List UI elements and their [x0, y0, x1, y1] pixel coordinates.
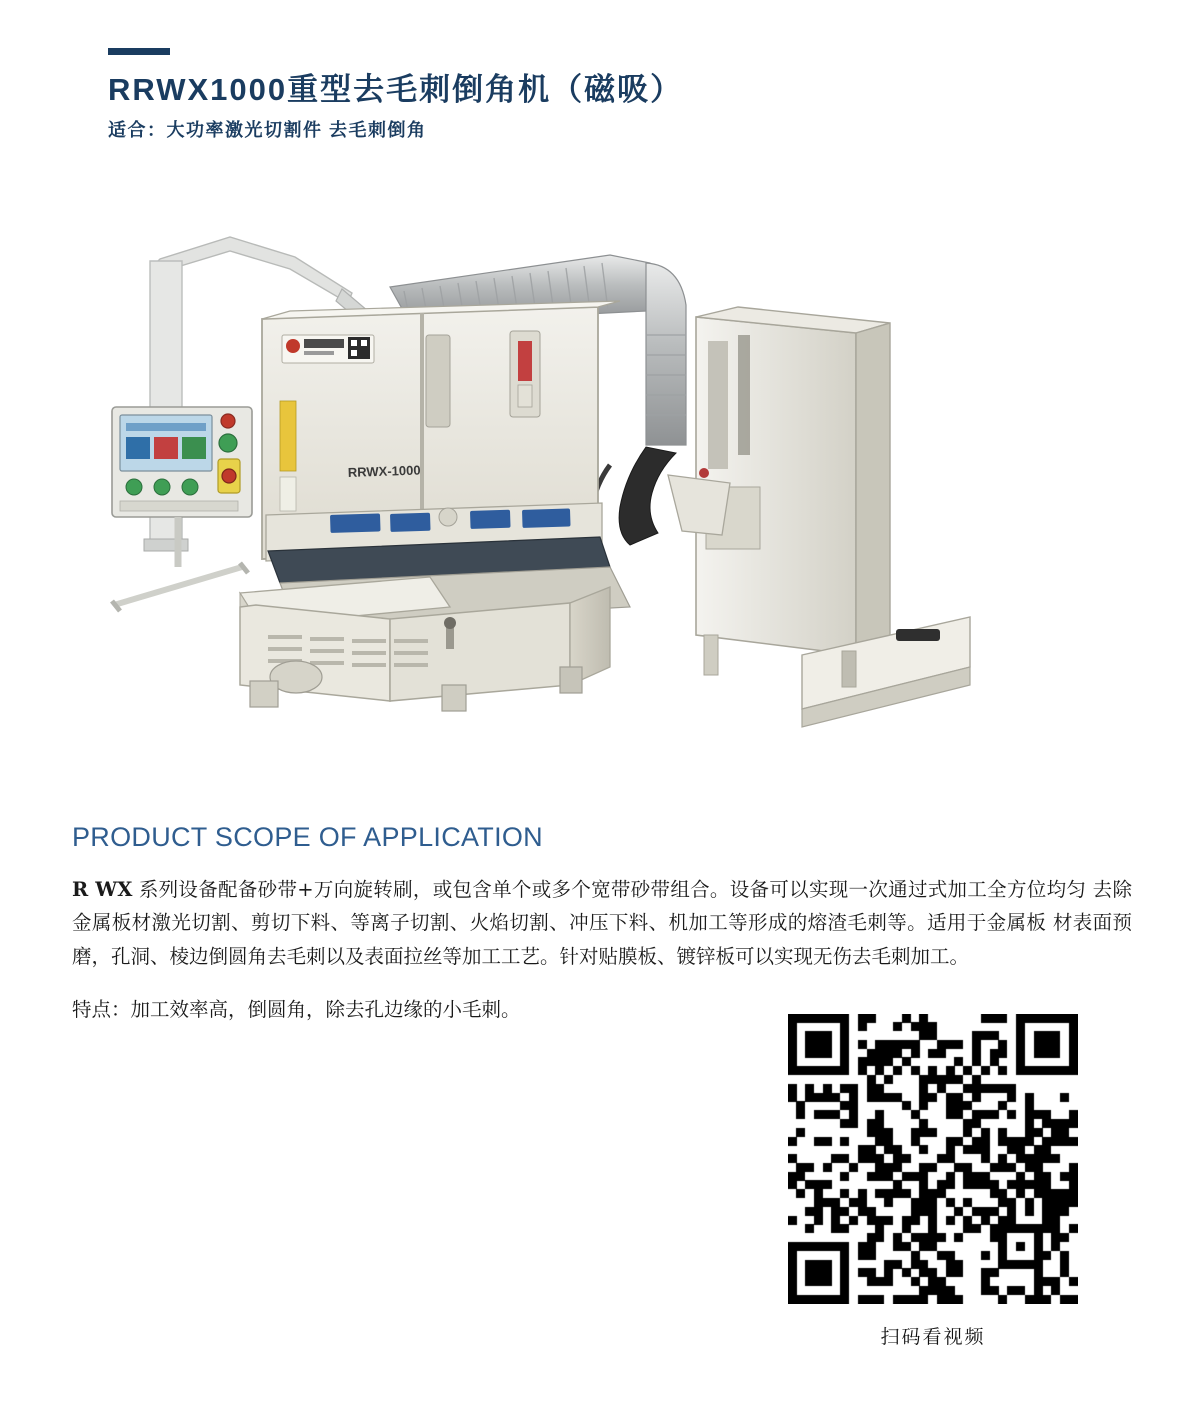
- page-title: RRWX1000重型去毛刺倒角机（磁吸）: [108, 72, 684, 107]
- machine-main-body: [240, 301, 630, 711]
- qr-block: [788, 1014, 1078, 1349]
- page-header: [108, 48, 1048, 142]
- qr-code[interactable]: [788, 1014, 1078, 1304]
- page-subtitle: 适合：大功率激光切割件 去毛刺倒角: [108, 119, 427, 140]
- product-photo: [90, 215, 1110, 755]
- scope-section: [72, 822, 1132, 1046]
- scope-body: [72, 873, 1132, 974]
- accent-bar: [108, 48, 170, 55]
- product-photo-illustration: [90, 215, 1110, 755]
- svg-text:RRWX-1000: RRWX-1000: [347, 462, 421, 480]
- scope-heading: PRODUCT SCOPE OF APPLICATION: [72, 822, 543, 852]
- scope-body-text: 系列设备配备砂带+万向旋转刷，或包含单个或多个宽带砂带组合。设备可以实现一次通过式加工全方位均匀 去除金属板材激光切割、剪切下料、等离子切割、火焰切割、冲压下料、机加工等形成的熔渣毛刺等。适用于金属板 材表面预磨，孔洞、棱边倒圆角去毛刺以及表面拉丝等加工工艺。针对贴膜板、镀锌板可以实现无伤去毛刺加工。: [72, 877, 1132, 968]
- scope-lead: R WX: [72, 877, 133, 901]
- scope-note: 特点：加工效率高，倒圆角，除去孔边缘的小毛刺。: [72, 997, 521, 1021]
- qr-caption: 扫码看视频: [880, 1326, 986, 1348]
